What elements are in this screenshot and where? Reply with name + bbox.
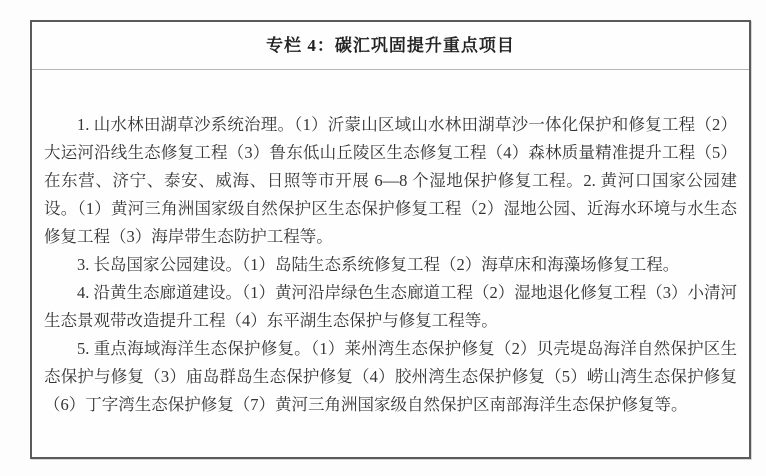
column-body — [32, 70, 749, 419]
column-title: 专栏 4：碳汇巩固提升重点项目 — [32, 22, 749, 70]
special-column-box — [30, 20, 751, 459]
paragraph: 1. 山水林田湖草沙系统治理。（1）沂蒙山区域山水林田湖草沙一体化保护和修复工程（2）大运河沿线生态修复工程（3）鲁东低山丘陵区生态修复工程（4）森林质量精准提升工程（5）在东营、济宁、泰安、威海、日照等市开展 6—8 个湿地保护修复工程。2. 黄河口国家公园建设。（1）黄河三角洲国家级自然保护区生态保护修复工程（2）湿地公园、近海水环境与水生态修复工程（3）海岸带生态防护工程等。 — [44, 115, 737, 246]
paragraph: 5. 重点海域海洋生态保护修复。（1）莱州湾生态保护修复（2）贝壳堤岛海洋自然保护区生态保护与修复（3）庙岛群岛生态保护修复（4）胶州湾生态保护修复（5）崂山湾生态保护修复（6）丁字湾生态保护修复（7）黄河三角洲国家级自然保护区南部海洋生态保护修复等。 — [44, 339, 737, 414]
paragraph: 4. 沿黄生态廊道建设。（1）黄河沿岸绿色生态廊道工程（2）湿地退化修复工程（3）小清河生态景观带改造提升工程（4）东平湖生态保护与修复工程等。 — [44, 283, 737, 330]
paragraph: 3. 长岛国家公园建设。（1）岛陆生态系统修复工程（2）海草床和海藻场修复工程。 — [77, 255, 680, 274]
